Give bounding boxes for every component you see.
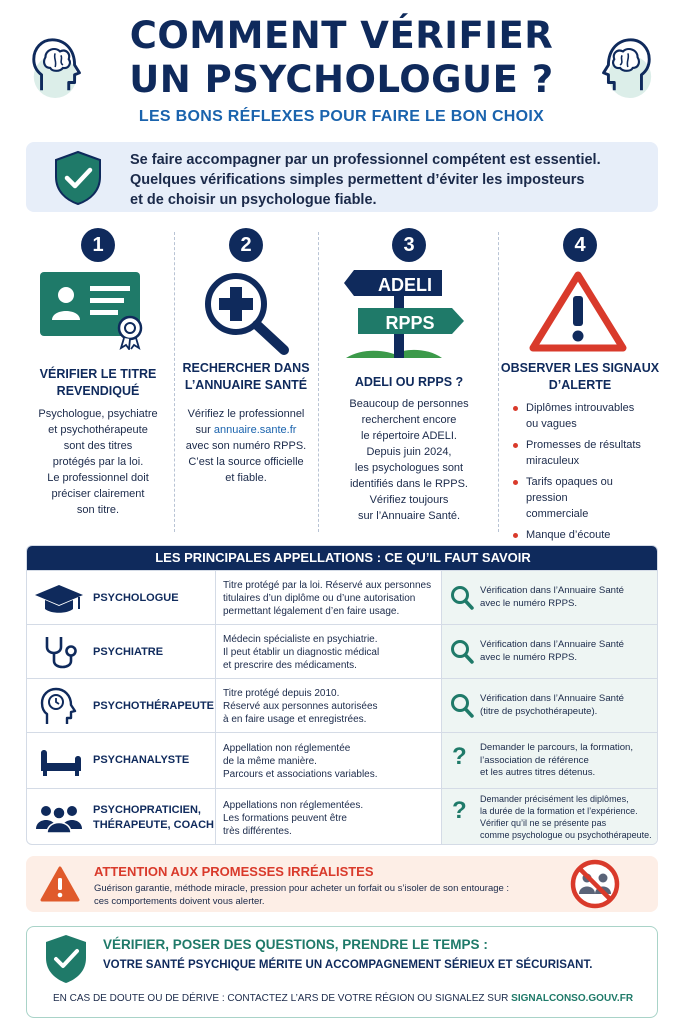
table-row xyxy=(27,678,658,732)
step-4 xyxy=(500,228,660,541)
alert-line: Tarifs opaques ou pression xyxy=(526,476,613,504)
step-body-line: préciser clairement xyxy=(51,488,145,500)
step-title xyxy=(178,360,314,394)
desc-line: Il peut établir un diagnostic médical xyxy=(223,647,380,658)
magnifier-icon xyxy=(450,639,474,665)
warning-line: Guérison garantie, méthode miracle, pression pour acheter un forfait ou s’isoler de son entourage : xyxy=(94,883,510,894)
table-row xyxy=(27,624,658,678)
warning-icon xyxy=(40,866,80,902)
row-verification xyxy=(441,679,658,733)
check-line: comme psychologue ou psychothérapeute. xyxy=(480,830,652,840)
alert-line: Manque d’écoute xyxy=(526,529,611,541)
row-description xyxy=(223,799,437,838)
row-description xyxy=(223,579,437,618)
step-title: ADELI OU RPPS ? xyxy=(354,375,464,389)
step-number: 4 xyxy=(563,228,597,262)
row-title: PSYCHIATRE xyxy=(93,646,164,658)
table-row xyxy=(27,788,658,845)
sign-rpps: RPPS xyxy=(385,313,435,333)
check-line: Vérification dans l’Annuaire Santé xyxy=(480,585,624,596)
check-line: Vérification dans l’Annuaire Santé xyxy=(480,639,624,650)
graduation-cap-icon xyxy=(31,581,87,615)
desc-line: Appellations non réglementées. xyxy=(223,800,364,811)
alert-item xyxy=(512,400,654,432)
question-icon: ? xyxy=(452,743,467,770)
desc-line: Appellation non réglementée xyxy=(223,743,351,754)
check-line: (titre de psychothérapeute). xyxy=(480,705,598,717)
warning-banner xyxy=(26,856,658,912)
alert-line: miraculeux xyxy=(526,455,580,467)
step-body-line: Vérifiez le professionnel xyxy=(187,408,305,420)
divider xyxy=(498,232,499,532)
sign-adeli: ADELI xyxy=(378,275,432,295)
row-title: PSYCHANALYSTE xyxy=(93,754,190,766)
annuaire-link[interactable]: annuaire.sante.fr xyxy=(213,424,297,436)
brain-head-icon xyxy=(26,32,94,100)
magnifier-icon xyxy=(450,693,474,719)
step-title-line: REVENDIQUÉ xyxy=(56,384,140,398)
row-verification xyxy=(441,789,658,845)
step-title xyxy=(500,360,660,394)
verification-text xyxy=(480,693,655,718)
step-title-line: D’ALERTE xyxy=(548,378,612,392)
question-icon: ? xyxy=(452,797,467,824)
verification-text xyxy=(480,742,655,780)
step-body-line: les psychologues sont xyxy=(354,462,464,474)
desc-line: permettant légalement d’en faire usage. xyxy=(223,606,400,617)
step-1 xyxy=(26,228,170,538)
magnifier-icon xyxy=(450,585,474,611)
step-body-line: Beaucoup de personnes xyxy=(349,398,469,410)
page-title xyxy=(100,14,583,102)
step-body xyxy=(322,396,496,524)
check-line: et les autres titres détenus. xyxy=(480,767,596,778)
no-group-icon xyxy=(568,858,622,910)
step-title-line: OBSERVER LES SIGNAUX xyxy=(500,361,660,375)
desc-line: Parcours et associations variables. xyxy=(223,769,378,780)
intro-text xyxy=(130,150,650,210)
alert-item xyxy=(512,437,654,469)
desc-line: Médecin spécialiste en psychiatrie. xyxy=(223,634,378,645)
desc-line: Les formations peuvent être xyxy=(223,813,347,824)
step-body-line: recherchent encore xyxy=(361,414,457,426)
row-title: PSYCHOTHÉRAPEUTE xyxy=(93,700,215,712)
warning-triangle-icon xyxy=(528,270,628,352)
check-line: avec le numéro RPPS. xyxy=(480,651,578,663)
intro-line: Se faire accompagner par un professionnel compétent est essentiel. xyxy=(130,152,601,168)
intro-line: Quelques vérifications simples permettent d’éviter les imposteurs xyxy=(130,172,585,188)
alert-list xyxy=(512,400,654,564)
title-line-1: COMMENT VÉRIFIER xyxy=(129,14,554,57)
id-card-icon xyxy=(38,270,156,350)
step-body-line: Depuis juin 2024, xyxy=(366,446,452,458)
step-title-line: RECHERCHER DANS xyxy=(182,361,310,375)
row-verification xyxy=(441,733,658,789)
brain-head-icon xyxy=(589,32,657,100)
step-body-line: et fiable. xyxy=(225,472,267,484)
step-number: 1 xyxy=(81,228,115,262)
warning-title: ATTENTION AUX PROMESSES IRRÉALISTES xyxy=(94,864,374,879)
column-divider xyxy=(215,789,216,845)
step-title xyxy=(26,366,170,400)
check-line: l’association de référence xyxy=(480,754,589,766)
warning-text xyxy=(94,883,566,908)
desc-line: Réservé aux personnes autorisées xyxy=(223,701,378,712)
desc-line: à en faire usage et enregistrées. xyxy=(223,714,367,725)
step-body-line: identifiés dans le RPPS. xyxy=(349,478,468,490)
desc-line: Titre protégé depuis 2010. xyxy=(223,688,340,699)
step-body-line: Le professionnel doit xyxy=(47,472,149,484)
row-description xyxy=(223,742,437,781)
shield-check-icon xyxy=(41,933,91,985)
step-body-line xyxy=(178,422,314,438)
row-description xyxy=(223,633,437,672)
check-line: Vérifier qu’il ne se présente pas xyxy=(480,818,607,828)
footer-subtitle: VOTRE SANTÉ PSYCHIQUE MÉRITE UN ACCOMPAGNEMENT SÉRIEUX ET SÉCURISANT. xyxy=(103,959,593,971)
page-subtitle: LES BONS RÉFLEXES POUR FAIRE LE BON CHOIX xyxy=(138,108,545,125)
magnifier-plus-icon xyxy=(202,270,292,356)
table-heading: LES PRINCIPALES APPELLATIONS : CE QU’IL FAUT SAVOIR xyxy=(27,546,658,570)
column-divider xyxy=(215,625,216,678)
alert-line: Promesses de résultats xyxy=(526,439,641,451)
row-verification xyxy=(441,625,658,679)
table-row xyxy=(27,732,658,788)
head-clock-icon xyxy=(31,686,87,726)
step-body-text: sur xyxy=(195,424,214,436)
step-body-line: son titre. xyxy=(76,504,120,516)
verification-text xyxy=(480,793,655,841)
step-body-line: sur l’Annuaire Santé. xyxy=(357,510,461,522)
column-divider xyxy=(215,571,216,624)
group-icon xyxy=(31,801,87,835)
row-title: PSYCHOLOGUE xyxy=(93,592,179,604)
check-line: la durée de la formation et l’expérience. xyxy=(480,806,638,816)
alert-line: Diplômes introuvables xyxy=(526,402,635,414)
row-verification xyxy=(441,571,658,625)
signalconso-link[interactable]: SIGNALCONSO.GOUV.FR xyxy=(511,993,634,1004)
couch-icon xyxy=(31,743,87,779)
alert-item xyxy=(512,474,654,522)
title-line-2: UN PSYCHOLOGUE ? xyxy=(129,58,554,101)
step-body-line: protégés par la loi. xyxy=(52,456,144,468)
step-body-line: Vérifiez toujours xyxy=(369,494,449,506)
desc-line: titulaires d’un diplôme ou d’une autorisation xyxy=(223,593,416,604)
shield-check-icon xyxy=(50,149,106,207)
row-title-line: PSYCHOPRATICIEN, xyxy=(93,804,201,816)
stethoscope-icon xyxy=(31,633,87,671)
step-2 xyxy=(178,228,314,538)
divider xyxy=(174,232,175,532)
step-number: 3 xyxy=(392,228,426,262)
step-title-line: VÉRIFIER LE TITRE xyxy=(39,367,157,381)
alert-line: commerciale xyxy=(526,508,589,520)
intro-line: et de choisir un psychologue fiable. xyxy=(130,192,377,208)
intro-banner xyxy=(26,142,658,212)
step-body-line: sont des titres xyxy=(63,440,133,452)
appellations-table xyxy=(26,545,658,845)
step-3 xyxy=(322,228,496,538)
check-line: Vérification dans l’Annuaire Santé xyxy=(480,693,624,704)
verification-text xyxy=(480,585,655,610)
check-line: Demander précisément les diplômes, xyxy=(480,794,629,804)
footer-box xyxy=(26,926,658,1018)
row-description xyxy=(223,687,437,726)
contact-text: EN CAS DE DOUTE OU DE DÉRIVE : CONTACTEZ L’ARS DE VOTRE RÉGION OU SIGNALEZ SUR xyxy=(52,993,512,1004)
desc-line: et prescrire des médicaments. xyxy=(223,660,357,671)
column-divider xyxy=(215,679,216,732)
verification-text xyxy=(480,639,655,664)
footer-contact xyxy=(37,993,649,1004)
check-line: Demander le parcours, la formation, xyxy=(480,742,634,753)
divider xyxy=(318,232,319,532)
step-body-line: C’est la source officielle xyxy=(188,456,304,468)
table-row xyxy=(27,570,658,624)
column-divider xyxy=(215,733,216,788)
step-body xyxy=(26,406,170,518)
desc-line: de la même manière. xyxy=(223,756,317,767)
step-body-line: et psychothérapeute xyxy=(48,424,148,436)
step-title-line: L’ANNUAIRE SANTÉ xyxy=(184,378,308,392)
footer-title: VÉRIFIER, POSER DES QUESTIONS, PRENDRE LE TEMPS : xyxy=(103,937,488,952)
warning-line: ces comportements doivent vous alerter. xyxy=(94,895,265,907)
alert-line: ou vagues xyxy=(526,418,577,430)
row-title-line: THÉRAPEUTE, COACH xyxy=(93,819,215,831)
check-line: avec le numéro RPPS. xyxy=(480,597,578,609)
desc-line: très différentes. xyxy=(223,826,292,837)
step-number: 2 xyxy=(229,228,263,262)
row-title xyxy=(93,803,217,833)
step-body-line: avec son numéro RPPS. xyxy=(185,440,307,452)
step-body xyxy=(178,406,314,486)
step-body-line: Psychologue, psychiatre xyxy=(38,408,158,420)
step-body-line: le répertoire ADELI. xyxy=(361,430,457,442)
desc-line: Titre protégé par la loi. Réservé aux personnes xyxy=(223,580,432,591)
